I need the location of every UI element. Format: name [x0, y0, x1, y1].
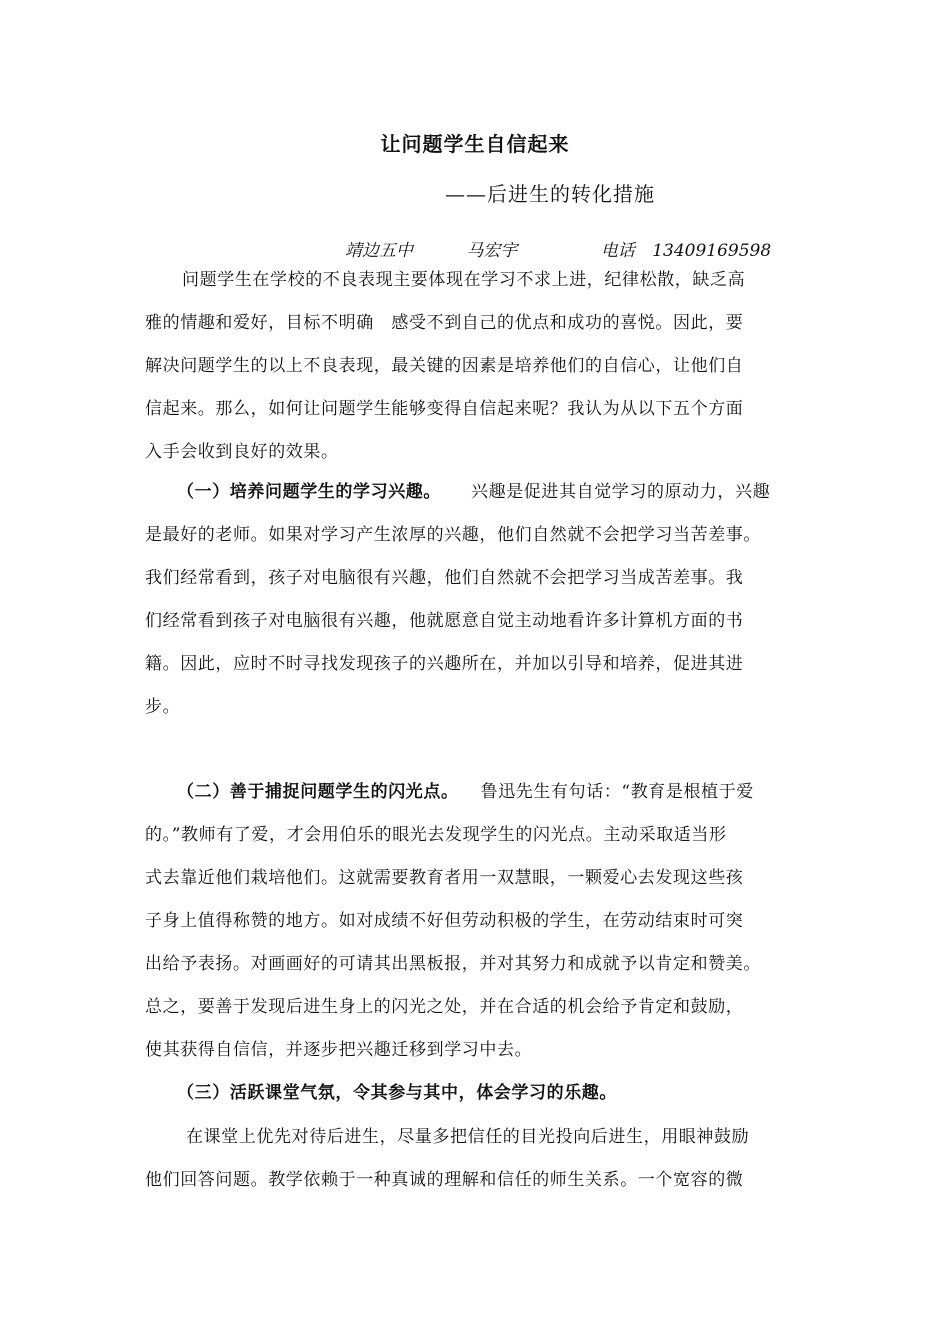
byline [345, 236, 771, 261]
section2-line: 总之，要善于发现后进生身上的闪光之处，并在合适的机会给予肯定和鼓励， [145, 997, 744, 1017]
document-subtitle: ——后进生的转化措施 [445, 182, 655, 206]
section2-line: 子身上值得称赞的地方。如对成绩不好但劳动积极的学生，在劳动结束时可突 [145, 911, 744, 931]
section1-line: 我们经常看到，孩子对电脑很有兴趣，他们自然就不会把学习当成苦差事。我 [145, 568, 744, 588]
byline-phone: 13409169598 [652, 241, 772, 261]
intro-line: 问题学生在学校的不良表现主要体现在学习不求上进，纪律松散，缺乏高 [182, 270, 746, 290]
intro-line: 信起来。那么，如何让问题学生能够变得自信起来呢？我认为从以下五个方面 [145, 399, 744, 419]
byline-author: 马宏宇 [466, 241, 518, 261]
section2-line: 使其获得自信信，并逐步把兴趣迁移到学习中去。 [145, 1040, 533, 1060]
section1-line: 们经常看到孩子对电脑很有兴趣，他就愿意自觉主动地看许多计算机方面的书 [145, 611, 744, 631]
section2-line: 出给予表扬。对画画好的可请其出黑板报，并对其努力和成就予以肯定和赞美。 [145, 954, 761, 974]
section3-heading: （三）活跃课堂气氛，令其参与其中，体会学习的乐趣。 [177, 1083, 617, 1103]
section3-line: 他们回答问题。教学依赖于一种真诚的理解和信任的师生关系。一个宽容的微 [145, 1170, 744, 1190]
intro-line: 入手会收到良好的效果。 [145, 442, 339, 462]
section1-first-line [177, 477, 770, 502]
section3-line: 在课堂上优先对待后进生，尽量多把信任的目光投向后进生，用眼神鼓励 [186, 1127, 750, 1147]
section2-heading: （二）善于捕捉问题学生的闪光点。 [177, 782, 459, 802]
section1-first-text: 兴趣是促进其自觉学习的原动力，兴趣 [471, 482, 771, 502]
document-title: 让问题学生自信起来 [380, 132, 570, 156]
byline-phone-label: 电话 [600, 241, 635, 261]
intro-line: 雅的情趣和爱好，目标不明确 感受不到自己的优点和成功的喜悦。因此，要 [145, 313, 744, 333]
intro-line: 解决问题学生的以上不良表现，最关键的因素是培养他们的自信心，让他们自 [145, 356, 744, 376]
section1-heading: （一）培养问题学生的学习兴趣。 [177, 482, 441, 502]
section2-line: 式去靠近他们栽培他们。这就需要教育者用一双慧眼，一颗爱心去发现这些孩 [145, 868, 744, 888]
section1-line: 步。 [145, 697, 181, 717]
section1-line: 是最好的老师。如果对学习产生浓厚的兴趣，他们自然就不会把学习当苦差事。 [145, 525, 761, 545]
section2-line: 的。”教师有了爱，才会用伯乐的眼光去发现学生的闪光点。主动采取适当形 [145, 825, 727, 845]
section1-line: 籍。因此，应时不时寻找发现孩子的兴趣所在，并加以引导和培养，促进其进 [145, 654, 744, 674]
byline-school: 靖边五中 [345, 241, 413, 261]
section2-first-line [177, 777, 754, 802]
section2-first-text: 鲁迅先生有句话：“教育是根植于爱 [480, 782, 754, 802]
